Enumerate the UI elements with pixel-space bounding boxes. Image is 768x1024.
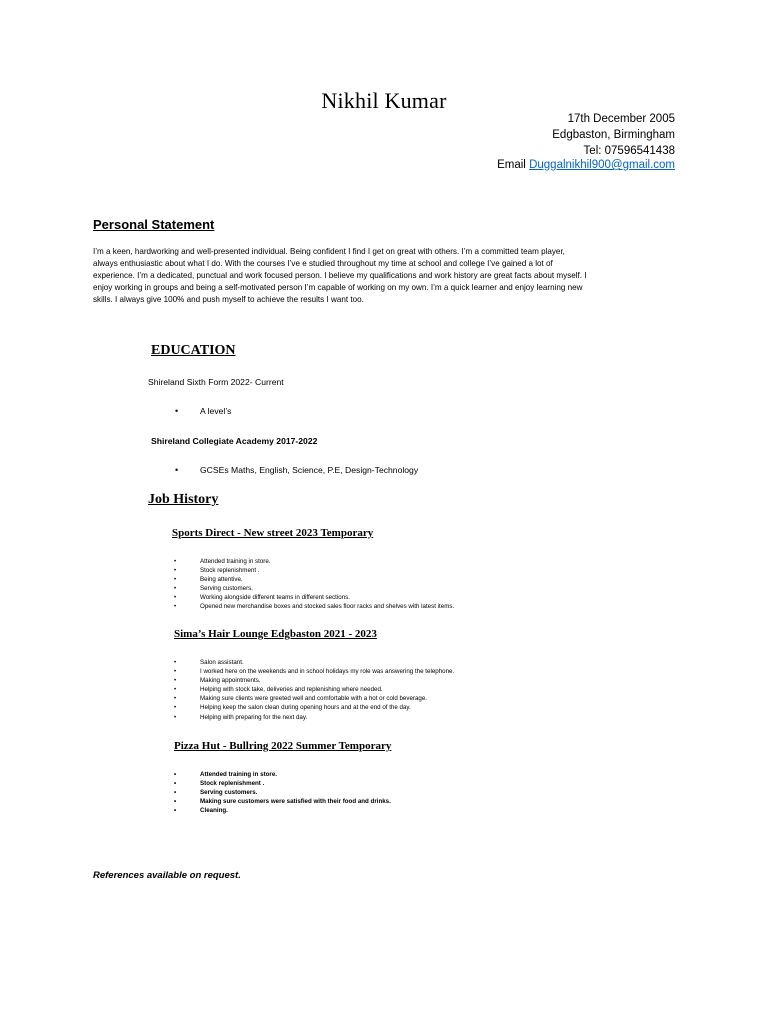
list-item: [174, 593, 454, 602]
list-item-text: Stock replenishment .: [200, 567, 260, 575]
list-item-text: Making sure customers were satisfied with their food and drinks.: [200, 798, 391, 806]
personal-statement-text: [93, 246, 683, 306]
list-item: [174, 788, 391, 797]
list-item-text: Serving customers.: [200, 789, 258, 797]
bullet-icon: •: [174, 558, 177, 565]
bullet-icon: •: [175, 465, 179, 475]
bullet-icon: •: [174, 603, 177, 611]
bullet-icon: •: [174, 659, 177, 666]
list-item: [174, 602, 454, 611]
list-item-text: Stock replenishment .: [200, 780, 265, 788]
list-item-text: Working alongside different teams in different sections.: [200, 594, 350, 602]
education-school-2: Shireland Collegiate Academy 2017-2022: [151, 436, 318, 446]
bullet-icon: •: [174, 686, 177, 694]
list-item: [174, 658, 454, 667]
bullet-icon: •: [174, 771, 177, 778]
education-bullet-2: [175, 465, 418, 475]
job-3-list: [174, 770, 391, 815]
statement-line: experience. I’m a dedicated, punctual and work focused person. I believe my qualifications and work history are great facts about myself. I: [93, 270, 587, 280]
contact-date: 17th December 2005: [567, 113, 675, 125]
job-3-title: Pizza Hut - Bullring 2022 Summer Temporary: [174, 740, 392, 752]
bullet-icon: •: [174, 567, 177, 575]
statement-line: always enthusiastic about what I do. With the courses I’ve e studied throughout my time at school and college I’ve gained a lot of: [93, 258, 553, 268]
list-item-text: Opened new merchandise boxes and stocked sales floor racks and shelves with latest items.: [200, 603, 455, 611]
statement-line: skills. I always give 100% and push myself to achieve the results I want too.: [93, 294, 364, 304]
bullet-icon: •: [175, 406, 179, 416]
list-item: [174, 685, 454, 694]
list-item-text: Helping keep the salon clean during opening hours and at the end of the day.: [200, 704, 411, 712]
list-item: [174, 713, 454, 722]
list-item: [174, 694, 454, 703]
list-item-text: Serving customers.: [200, 585, 253, 593]
list-item: [174, 557, 454, 566]
list-item: [174, 770, 391, 779]
bullet-icon: •: [174, 677, 177, 685]
list-item: [174, 806, 391, 815]
references-note: References available on request.: [93, 870, 241, 881]
bullet-icon: •: [174, 713, 177, 721]
bullet-icon: •: [174, 668, 177, 676]
list-item: [174, 566, 454, 575]
list-item-text: Salon assistant.: [200, 659, 244, 666]
bullet-icon: •: [174, 798, 177, 806]
bullet-icon: •: [174, 780, 177, 788]
list-item: [174, 797, 391, 806]
list-item-text: I worked here on the weekends and in school holidays my role was answering the telephone.: [200, 668, 455, 676]
list-item: [174, 667, 454, 676]
job-1-title: Sports Direct - New street 2023 Temporary: [172, 527, 374, 539]
email-label: Email: [497, 159, 526, 171]
job-history-heading: Job History: [148, 492, 219, 507]
job-2-title: Sima’s Hair Lounge Edgbaston 2021 - 2023: [174, 628, 377, 640]
statement-line: enjoy working in groups and being a self-motivated person I’m capable of working on my own. I’m a quick learner and enjoy learning new: [93, 282, 583, 292]
list-item-text: Attended training in store.: [200, 771, 278, 778]
list-item: [174, 584, 454, 593]
contact-email-line: [497, 157, 675, 173]
job-2-list: [174, 658, 454, 722]
education-bullet-1: [175, 406, 231, 416]
bullet-icon: •: [174, 807, 177, 815]
list-item: [174, 676, 454, 685]
bullet-icon: •: [174, 594, 177, 602]
bullet-icon: •: [174, 695, 177, 703]
list-item-text: Making sure clients were greeted well and comfortable with a hot or cold beverage.: [200, 695, 427, 703]
statement-line: I’m a keen, hardworking and well-presented individual. Being confident I find I get on great with others. I’m a committed team player,: [93, 247, 565, 256]
personal-statement-heading: Personal Statement: [93, 217, 215, 232]
contact-tel: Tel: 07596541438: [583, 145, 675, 157]
list-item-text: Cleaning.: [200, 807, 228, 815]
bullet-icon: •: [174, 789, 177, 797]
job-1-list: [174, 557, 454, 612]
list-item-text: Attended training in store.: [200, 558, 271, 565]
list-item-text: Helping with stock take, deliveries and replenishing where needed.: [200, 686, 383, 694]
name-text: Nikhil Kumar: [321, 88, 447, 113]
list-item-text: Making appointments.: [200, 677, 261, 685]
list-item: [174, 779, 391, 788]
education-school-1: Shireland Sixth Form 2022- Current: [148, 377, 284, 387]
education-heading: EDUCATION: [151, 343, 236, 358]
email-link[interactable]: Duggalnikhil900@gmail.com: [529, 159, 675, 171]
list-item-text: Helping with preparing for the next day.: [200, 713, 308, 721]
bullet-icon: •: [174, 704, 177, 712]
list-item: [174, 703, 454, 712]
list-item-text: Being attentive.: [200, 576, 243, 584]
bullet-icon: •: [174, 576, 177, 584]
contact-location: Edgbaston, Birmingham: [552, 129, 675, 141]
list-item: [174, 575, 454, 584]
bullet-icon: •: [174, 585, 177, 593]
bullet-text: GCSEs Maths, English, Science, P.E, Design-Technology: [200, 465, 419, 475]
bullet-text: A level’s: [200, 406, 232, 416]
